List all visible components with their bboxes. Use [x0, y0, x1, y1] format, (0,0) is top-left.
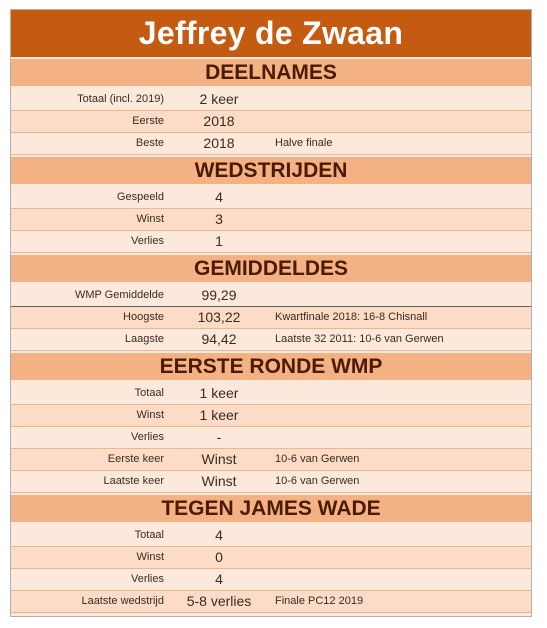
row-label: Winst [136, 213, 164, 225]
row-value: 94,42 [201, 331, 237, 347]
row-label: Hoogste [123, 311, 164, 323]
table-row [11, 405, 531, 427]
table-row [11, 133, 531, 155]
row-label: Beste [135, 137, 164, 149]
table-row [11, 471, 531, 493]
section-heading-wedstrijden: WEDSTRIJDEN [11, 157, 531, 184]
row-note [275, 209, 525, 230]
row-value: 4 [215, 189, 223, 205]
row-label: Eerste [132, 115, 164, 127]
row-note [275, 383, 525, 404]
table-row [11, 427, 531, 449]
table-row [11, 89, 531, 111]
row-value: - [216, 429, 222, 445]
row-label: Winst [136, 409, 164, 421]
row-value: 3 [215, 211, 223, 227]
table-row [11, 383, 531, 405]
row-note: Laatste 32 2011: 10-6 van Gerwen [275, 333, 444, 345]
section-heading-deelnames: DEELNAMES [11, 59, 531, 86]
row-note [275, 547, 525, 568]
table-row [11, 209, 531, 231]
row-value: 2018 [203, 113, 235, 129]
table-row [11, 111, 531, 133]
row-value: 2018 [203, 135, 235, 151]
row-label: Laatste wedstrijd [81, 595, 164, 607]
row-value: 5-8 verlies [186, 593, 252, 609]
row-label: Laatste keer [103, 475, 164, 487]
stats-card [10, 9, 532, 617]
row-label: Laagste [124, 333, 164, 345]
table-row [11, 449, 531, 471]
table-row [11, 547, 531, 569]
row-value: 0 [215, 549, 223, 565]
table-row [11, 569, 531, 591]
row-note [275, 231, 525, 252]
section-heading-eerste-ronde-wmp: EERSTE RONDE WMP [11, 353, 531, 380]
row-note [275, 569, 525, 590]
row-note [275, 525, 525, 546]
row-label: Winst [136, 551, 164, 563]
table-row [11, 285, 531, 307]
row-value: 4 [215, 571, 223, 587]
row-label: Totaal [134, 387, 164, 399]
row-label: Totaal (incl. 2019) [77, 93, 164, 105]
row-note [275, 405, 525, 426]
table-row [11, 591, 531, 613]
row-label: Eerste keer [107, 453, 164, 465]
row-value: 2 keer [199, 91, 239, 107]
row-label: Verlies [130, 573, 164, 585]
row-value: 103,22 [197, 309, 241, 325]
row-label: Gespeeld [116, 191, 164, 203]
row-note [275, 111, 525, 132]
table-row [11, 307, 531, 329]
row-note: Finale PC12 2019 [275, 595, 364, 607]
row-note [275, 187, 525, 208]
row-note [275, 285, 525, 306]
row-label: Totaal [134, 529, 164, 541]
row-note: Halve finale [275, 137, 333, 149]
row-note: 10-6 van Gerwen [275, 453, 360, 465]
row-value: 1 keer [199, 385, 239, 401]
row-value: 4 [215, 527, 223, 543]
row-label: Verlies [130, 235, 164, 247]
row-value: 99,29 [201, 287, 237, 303]
row-value: Winst [201, 473, 237, 489]
table-row [11, 329, 531, 351]
row-note [275, 89, 525, 110]
table-row [11, 187, 531, 209]
row-value: 1 keer [199, 407, 239, 423]
section-heading-gemiddeldes: GEMIDDELDES [11, 255, 531, 282]
row-value: Winst [201, 451, 237, 467]
row-value: 1 [215, 233, 223, 249]
table-row [11, 231, 531, 253]
row-note: Kwartfinale 2018: 16-8 Chisnall [275, 311, 428, 323]
table-row [11, 525, 531, 547]
row-note [275, 427, 525, 448]
row-label: Verlies [130, 431, 164, 443]
row-label: WMP Gemiddelde [74, 289, 164, 301]
row-note: 10-6 van Gerwen [275, 475, 360, 487]
player-name-title: Jeffrey de Zwaan [11, 10, 531, 57]
section-heading-tegen-james-wade: TEGEN JAMES WADE [11, 495, 531, 522]
